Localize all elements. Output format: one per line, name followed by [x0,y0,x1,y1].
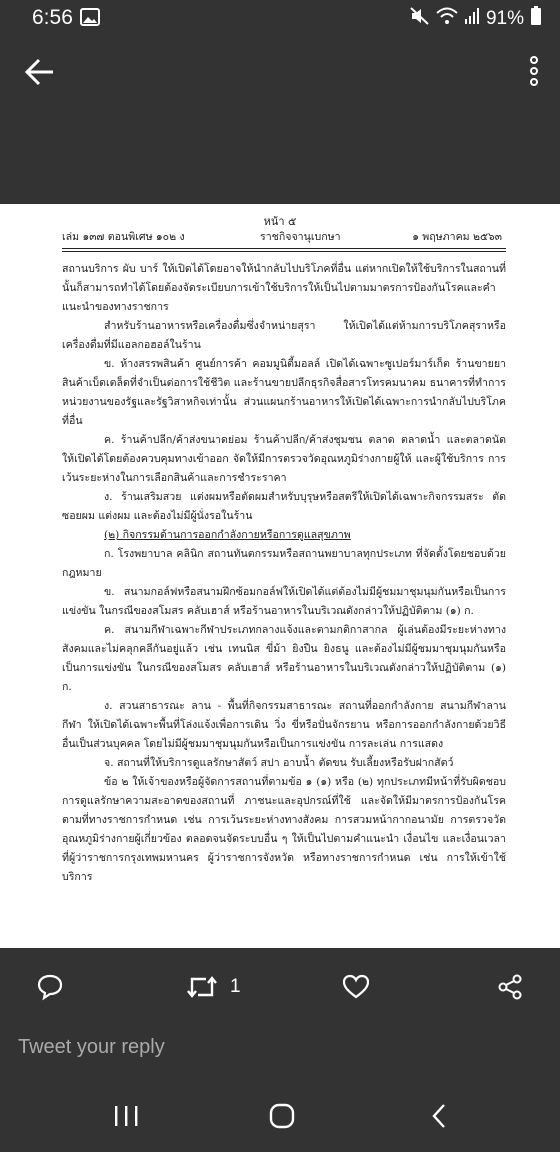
header-rule-2 [62,251,506,252]
reply-button[interactable] [36,970,64,1004]
system-back-button[interactable] [420,1096,460,1136]
document-body [62,260,506,887]
battery-icon [530,6,542,32]
heart-icon [342,973,370,1001]
tweet-toolbar [0,948,560,1152]
wifi-icon [436,7,458,31]
retweet-count: 1 [230,976,241,997]
more-options-button[interactable] [526,52,542,92]
paragraph: ข. สนามกอล์ฟหรือสนามฝึกซ้อมกอล์ฟให้เปิดได้แต่ต้องไม่มีผู้ชมมาชุมนุมกันหรือเป็นการแข่งขัน ในกรณีของสโมสร คลับเฮาส์ หรือร้านอาหารในบริเวณดังกล่าวให้ปฏิบัติตาม (๑) ก. [62,586,506,617]
reply-input[interactable]: Tweet your reply [18,1036,165,1058]
section-heading: (๒) กิจกรรมด้านการออกกำลังกายหรือการดูแลสุขภาพ [104,529,351,541]
page-label: หน้า ๕ [263,215,297,228]
document-image[interactable] [0,204,560,948]
paragraph: ข้อ ๒ ให้เจ้าของหรือผู้จัดการสถานที่ตามข้อ ๑ (๑) หรือ (๒) ทุกประเภทมีหน้าที่รับผิดชอบการดูแลรักษาความสะอาดของสถานที่ ภาชนะและอุปกรณ์ที่ใช้ และจัดให้มีมาตรการป้องกันโรคตามที่ทางราชการกำหนด เช่น การเว้นระยะห่างทางสังคม การสวมหน้ากากอนามัย การตรวจวัดอุณหภูมิร่างกายผู้เกี่ยวข้อง ตลอดจนจัดระบบอื่น ๆ ให้เป็นไปตามคำแนะนำ เงื่อนไข และเงื่อนเวลาที่ผู้ว่าราชการกรุงเทพมหานคร ผู้ว่าราชการจังหวัด หรือทางราชการกำหนด เช่น การให้เข้าใช้บริการ [62,776,506,883]
chevron-left-icon [420,1096,460,1136]
paragraph: ง. ร้านเสริมสวย แต่งผมหรือตัดผมสำหรับบุรุษหรือสตรีให้เปิดได้เฉพาะกิจกรรมสระ ตัด ซอยผม แต่งผม และต้องไม่มีผู้นั่งรอในร้าน [62,491,506,522]
paragraph: ข. ห้างสรรพสินค้า ศูนย์การค้า คอมมูนิตี้มอลล์ เปิดได้เฉพาะซูเปอร์มาร์เก็ต ร้านขายยา สินค้าเบ็ดเตล็ดที่จำเป็นต่อการใช้ชีวิต และร้านขายปลีกธุรกิจสื่อสารโทรคมนาคม ธนาคารที่ทำการหน่วยงานของรัฐและรัฐวิสาหกิจเท่านั้น ส่วนแผนกร้านอาหารให้เปิดได้เฉพาะการนำกลับไปบริโภคที่อื่น [62,358,506,427]
back-button[interactable] [22,54,58,90]
paragraph: ค. สนามกีฬาเฉพาะกีฬาประเภทกลางแจ้งและตามกติกาสากล ผู้เล่นต้องมีระยะห่างทางสังคมและไม่คลุกคลีกันอยู่แล้ว เช่น เทนนิส ขี่ม้า ยิงปืน ยิงธนู และต้องไม่มีผู้ชมมาชุมนุมกันหรือเป็นการแข่งขัน ในกรณีของสโมสร คลับเฮาส์ หรือร้านอาหารในบริเวณดังกล่าวให้ปฏิบัติตาม (๑) ก. [62,624,506,693]
battery-percent: 91% [485,8,524,29]
gallery-icon [80,8,100,30]
recents-icon [106,1096,146,1136]
status-bar [0,0,560,40]
tweet-actions [0,948,560,1028]
signal-icon [464,7,480,31]
mute-icon [410,7,430,31]
home-icon [262,1096,302,1136]
status-icons [410,6,542,32]
header-gazette: ราชกิจจานุเบกษา [260,231,341,243]
media-viewer-topbar [0,40,560,204]
share-icon [496,973,524,1001]
arrow-left-icon [22,54,58,90]
paragraph: จ. สถานที่ให้บริการดูแลรักษาสัตว์ สปา อาบน้ำ ตัดขน รับเลี้ยงหรือรับฝากสัตว์ [104,757,454,769]
paragraph: ก. โรงพยาบาล คลินิก สถานทันตกรรมหรือสถานพยาบาลทุกประเภท ที่จัดตั้งโดยชอบด้วยกฎหมาย [62,548,506,579]
retweet-button[interactable] [186,970,241,1004]
recents-button[interactable] [106,1096,146,1136]
status-time: 6:56 [32,6,73,29]
paragraph: สถานบริการ ผับ บาร์ ให้เปิดได้โดยอาจให้นำกลับไปบริโภคที่อื่น แต่หากเปิดให้ใช้บริการในสถานที่นั้นก็สามารถทำได้โดยต้องจัดระเบียบการเข้าใช้บริการให้เป็นไปตามมาตรการป้องกันโรคและคำแนะนำของทางราชการ [62,263,506,313]
header-date: ๑ พฤษภาคม ๒๕๖๓ [412,231,502,243]
home-button[interactable] [262,1096,302,1136]
more-vertical-icon [526,52,542,92]
paragraph: ค. ร้านค้าปลีก/ค้าส่งขนาดย่อม ร้านค้าปลีก/ค้าส่งชุมชน ตลาด ตลาดน้ำ และตลาดนัด ให้เปิดได้โดยต้องควบคุมทางเข้าออก จัดให้มีการตรวจวัดอุณหภูมิร่างกายผู้ให้ และผู้ใช้บริการ การเว้นระยะห่างในการเลือกสินค้าและการชำระราคา [62,434,506,484]
header-rule [62,248,506,249]
comment-icon [36,973,64,1001]
paragraph: ง. สวนสาธารณะ ลาน - พื้นที่กิจกรรมสาธารณะ สถานที่ออกกำลังกาย สนามกีฬาลานกีฬา ให้เปิดได้เฉพาะพื้นที่โล่งแจ้งเพื่อการเดิน วิ่ง ขี่หรือปั่นจักรยาน หรือการออกกำลังกายด้วยวิธีอื่นเป็นส่วนบุคคล โดยไม่มีผู้ชมมาชุมนุมกันหรือเป็นการแข่งขัน การละเล่น การแสดง [62,700,506,750]
retweet-icon [186,973,218,1001]
system-nav-bar [0,1080,560,1152]
header-volume: เล่ม ๑๓๗ ตอนพิเศษ ๑๐๒ ง [62,231,185,243]
share-button[interactable] [496,970,524,1004]
like-button[interactable] [342,970,370,1004]
paragraph: สำหรับร้านอาหารหรือเครื่องดื่มซึ่งจำหน่ายสุรา ให้เปิดได้แต่ห้ามการบริโภคสุราหรือเครื่องดื่มที่มีแอลกอฮอล์ในร้าน [62,320,506,351]
